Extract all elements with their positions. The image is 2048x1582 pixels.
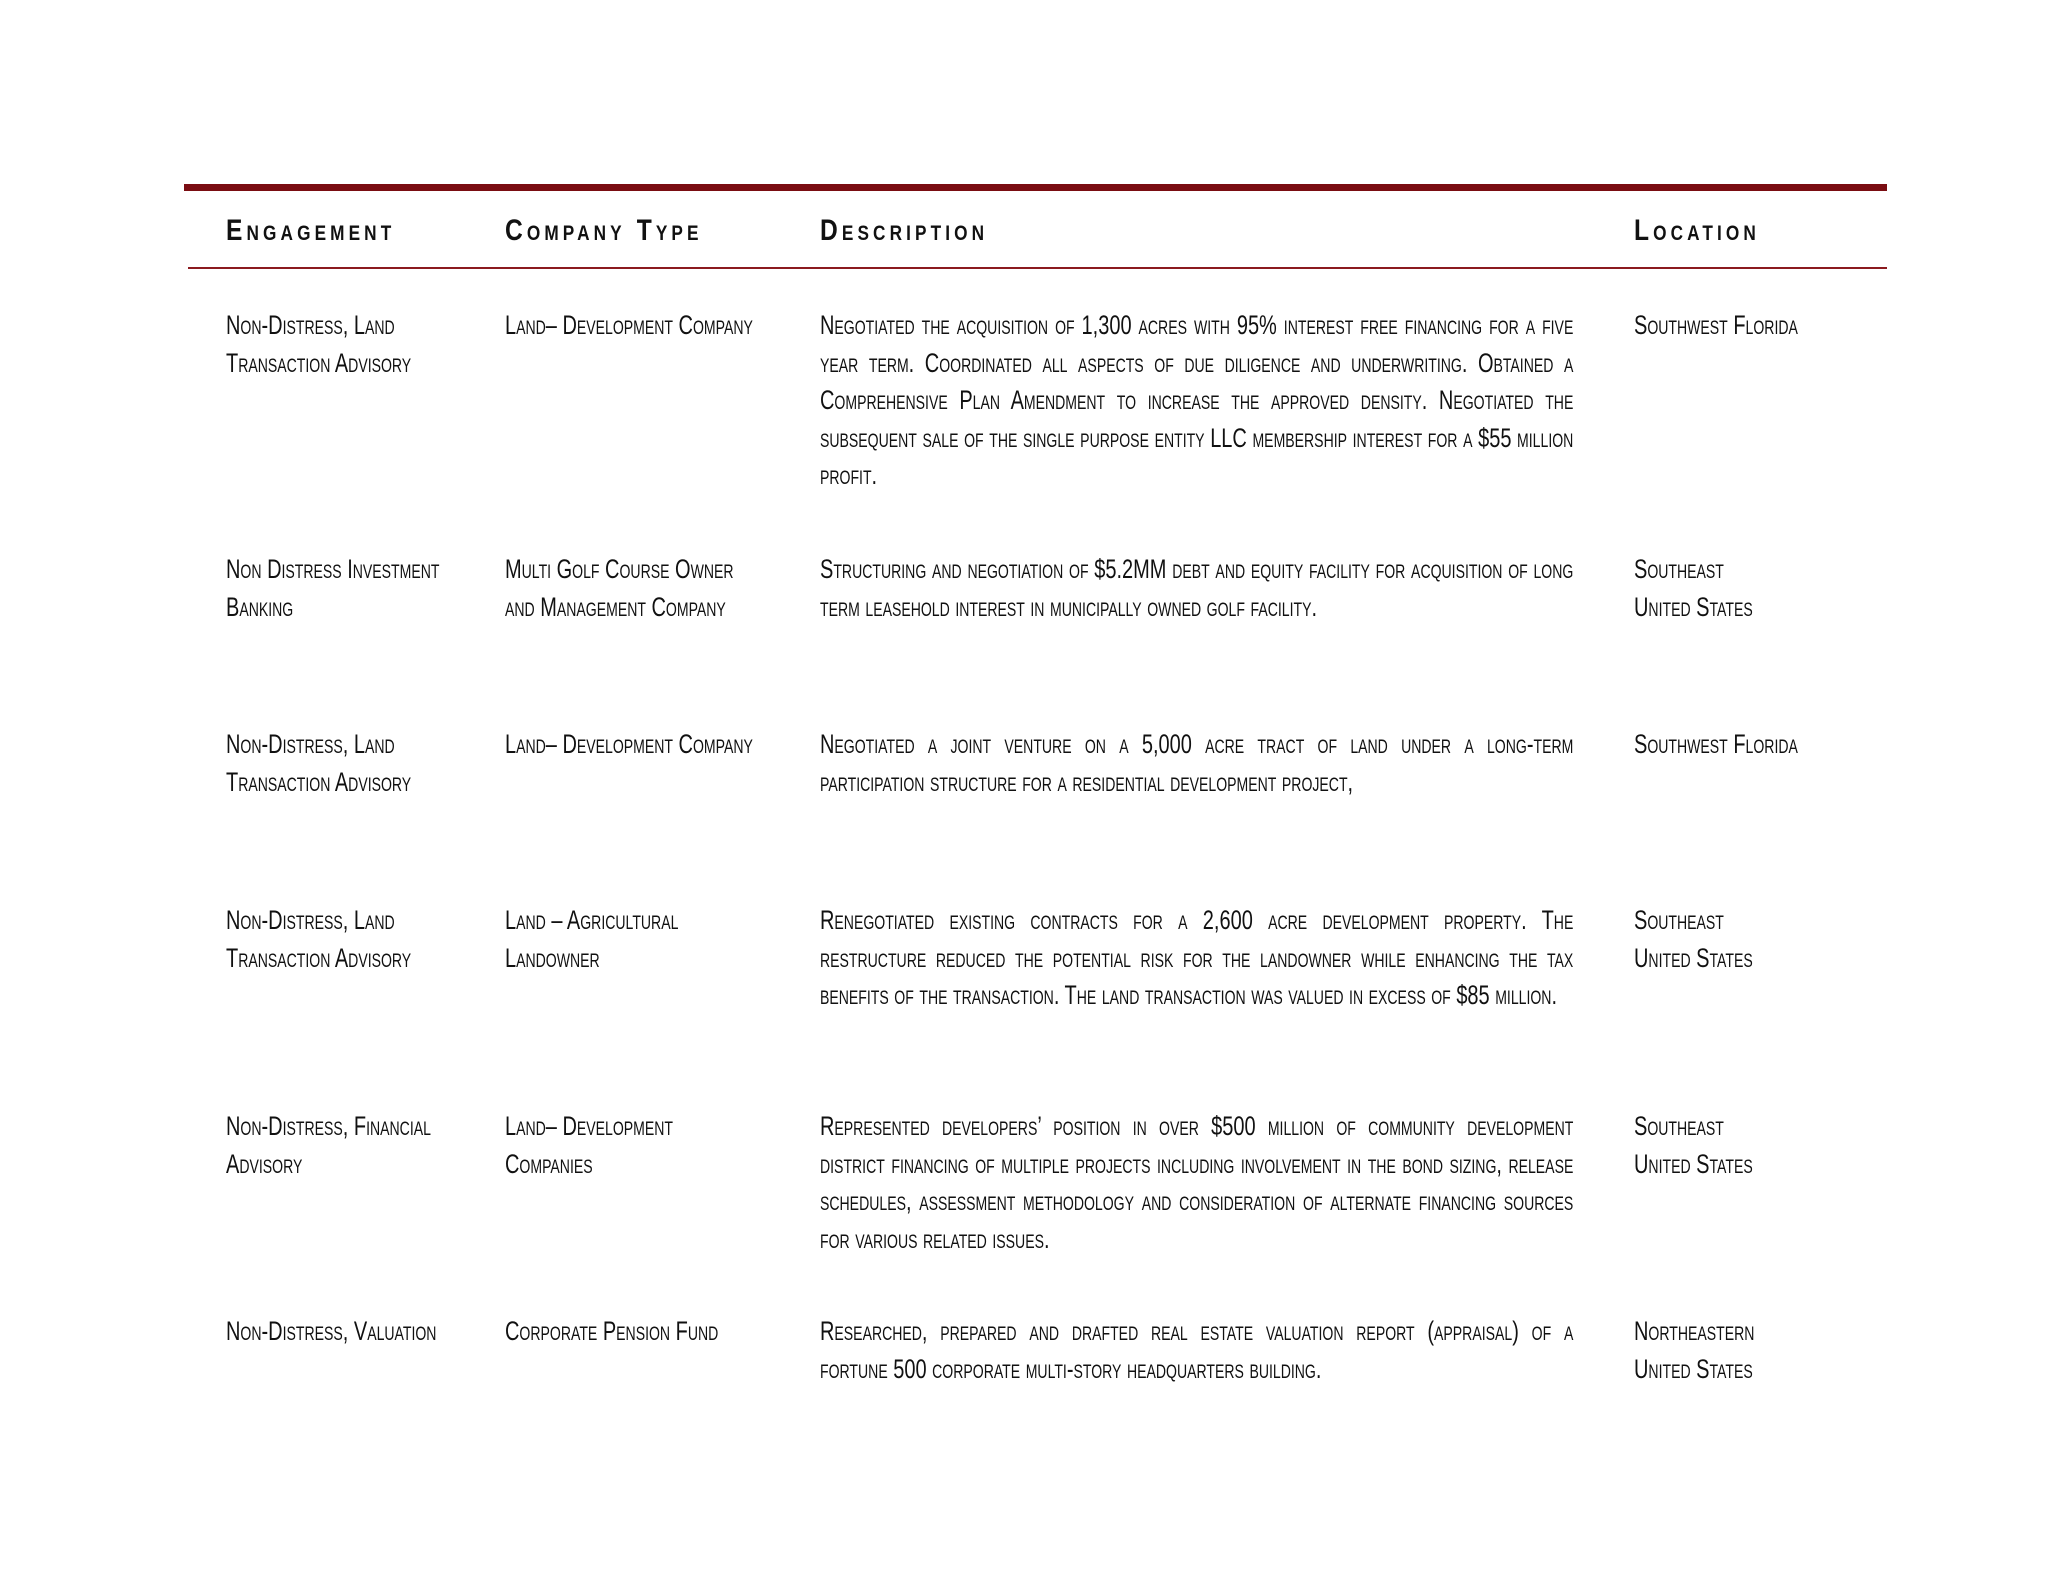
row-location: Southeast United States (1634, 905, 1753, 973)
row-engagement: Non-Distress, Land Transaction Advisory (226, 729, 412, 797)
row-description: Represented developers’ position in over $500 million of community development district financing of multiple projects including involvement in the bond sizing, release schedules, assessment methodology and consideration of alternate financing sources for various related issues. (820, 1111, 1574, 1254)
row-engagement: Non-Distress, Land Transaction Advisory (226, 310, 412, 378)
row-description: Negotiated the acquisition of 1,300 acres with 95% interest free financing for a five year term. Coordinated all aspects of due diligence and underwriting. Obtained a Comprehensive Plan Amendment to increase the approved density. Negotiated the subsequent sale of the single purpose entity LLC membership interest for a $55 million profit. (820, 310, 1574, 490)
row-description: Structuring and negotiation of $5.2MM debt and equity facility for acquisition of long term leasehold interest in municipally owned golf facility. (820, 554, 1574, 622)
header-description: Description (820, 214, 989, 247)
row-company-type: Land– Development Company (505, 310, 753, 340)
row-location: Southeast United States (1634, 554, 1753, 622)
row-engagement: Non-Distress, Financial Advisory (226, 1111, 431, 1179)
header-location: Location (1634, 214, 1760, 247)
row-description: Researched, prepared and drafted real estate valuation report (appraisal) of a fortune 500 corporate multi-story headquarters building. (820, 1316, 1574, 1384)
row-company-type: Multi Golf Course Owner and Management Company (505, 554, 734, 622)
row-location: Southwest Florida (1634, 310, 1798, 340)
top-accent-rule (184, 184, 1887, 191)
row-description: Renegotiated existing contracts for a 2,600 acre development property. The restructure reduced the potential risk for the landowner while enhancing the tax benefits of the transaction. The land transaction was valued in excess of $85 million. (820, 905, 1574, 1010)
header-divider (188, 267, 1887, 269)
row-location: Southwest Florida (1634, 729, 1798, 759)
row-description: Negotiated a joint venture on a 5,000 acre tract of land under a long-term participation structure for a residential development project, (820, 729, 1574, 797)
header-engagement: Engagement (226, 214, 396, 247)
row-company-type: Land– Development Companies (505, 1111, 673, 1179)
row-company-type: Land – Agricultural Landowner (505, 905, 679, 973)
row-company-type: Corporate Pension Fund (505, 1316, 719, 1346)
row-company-type: Land– Development Company (505, 729, 753, 759)
row-engagement: Non-Distress, Valuation (226, 1316, 437, 1346)
header-company-type: Company Type (505, 214, 703, 247)
row-location: Northeastern United States (1634, 1316, 1755, 1384)
row-engagement: Non-Distress, Land Transaction Advisory (226, 905, 412, 973)
row-engagement: Non Distress Investment Banking (226, 554, 440, 622)
row-location: Southeast United States (1634, 1111, 1753, 1179)
